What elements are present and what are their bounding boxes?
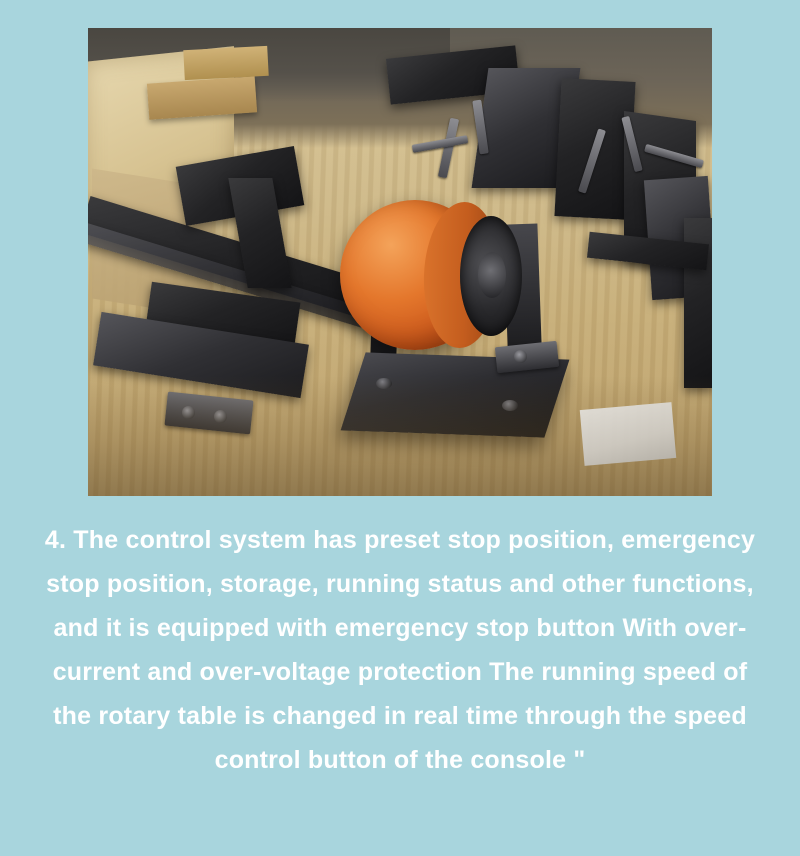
wood-slat-upper: [183, 46, 268, 80]
photo-canvas: [88, 28, 712, 496]
caption-text: 4. The control system has preset stop position, emergency stop position, storage, running status and other functions, and it is equipped with emergency stop button With over-current and over-voltage protection The running speed of the rotary table is changed in real time through the speed control button of the console ": [44, 526, 756, 774]
metal-clip-right-hole: [514, 350, 527, 363]
wood-slat: [147, 76, 257, 119]
wheel-hub: [478, 252, 506, 298]
product-photo: [88, 28, 712, 496]
packing-tape: [580, 402, 677, 466]
